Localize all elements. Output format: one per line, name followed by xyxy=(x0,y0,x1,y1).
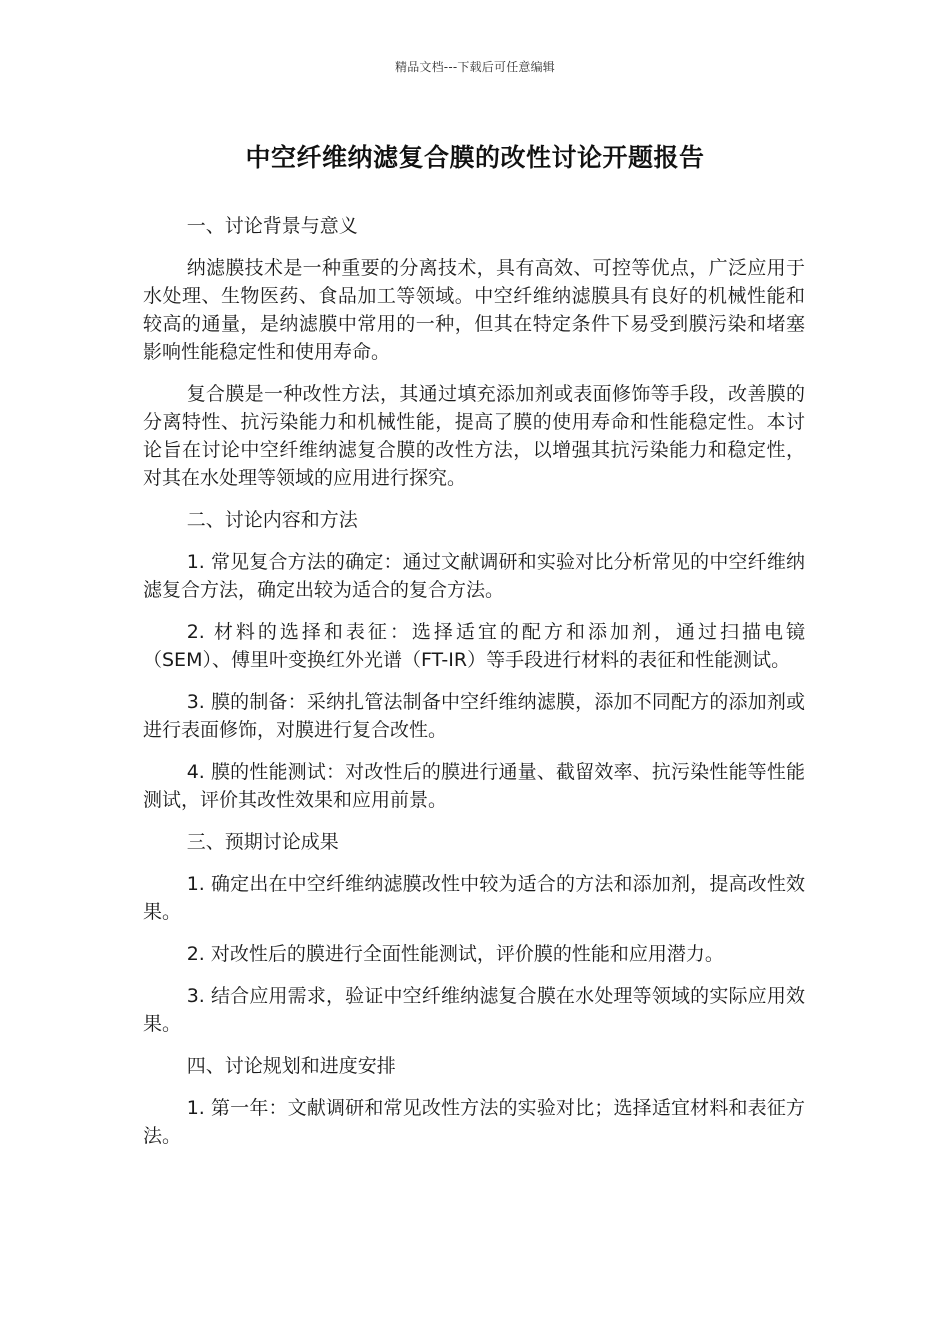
paragraph-method-4: 4. 膜的性能测试：对改性后的膜进行通量、截留效率、抗污染性能等性能测试，评价其改性效果和应用前景。 xyxy=(143,761,805,811)
paragraph-schedule-1: 1. 第一年：文献调研和常见改性方法的实验对比；选择适宜材料和表征方法。 xyxy=(143,1097,805,1147)
paragraph-nanofiltration-intro: 纳滤膜技术是一种重要的分离技术，具有高效、可控等优点，广泛应用于水处理、生物医药、食品加工等领域。中空纤维纳滤膜具有良好的机械性能和较高的通量，是纳滤膜中常用的一种，但其在特定条件下易受到膜污染和堵塞影响性能稳定性和使用寿命。 xyxy=(143,257,805,363)
section-heading-content-methods: 二、讨论内容和方法 xyxy=(186,509,358,531)
paragraph-method-3: 3. 膜的制备：采纳扎管法制备中空纤维纳滤膜，添加不同配方的添加剂或进行表面修饰，对膜进行复合改性。 xyxy=(143,691,805,741)
section-heading-schedule: 四、讨论规划和进度安排 xyxy=(186,1055,396,1077)
paragraph-result-2: 2. 对改性后的膜进行全面性能测试，评价膜的性能和应用潜力。 xyxy=(186,943,724,965)
paragraph-result-3: 3. 结合应用需求，验证中空纤维纳滤复合膜在水处理等领域的实际应用效果。 xyxy=(143,985,805,1035)
paragraph-method-1: 1. 常见复合方法的确定：通过文献调研和实验对比分析常见的中空纤维纳滤复合方法，确定出较为适合的复合方法。 xyxy=(143,551,805,601)
paragraph-composite-membrane: 复合膜是一种改性方法，其通过填充添加剂或表面修饰等手段，改善膜的分离特性、抗污染能力和机械性能，提高了膜的使用寿命和性能稳定性。本讨论旨在讨论中空纤维纳滤复合膜的改性方法，以增强其抗污染能力和稳定性，对其在水处理等领域的应用进行探究。 xyxy=(143,383,805,489)
section-heading-background: 一、讨论背景与意义 xyxy=(186,215,358,237)
document-body xyxy=(143,212,805,1164)
document-title: 中空纤维纳滤复合膜的改性讨论开题报告 xyxy=(245,143,705,172)
paragraph-method-2: 2. 材料的选择和表征：选择适宜的配方和添加剂，通过扫描电镜（SEM）、傅里叶变换红外光谱（FT-IR）等手段进行材料的表征和性能测试。 xyxy=(143,621,805,671)
paragraph-result-1: 1. 确定出在中空纤维纳滤膜改性中较为适合的方法和添加剂，提高改性效果。 xyxy=(143,873,805,923)
section-heading-expected-results: 三、预期讨论成果 xyxy=(186,831,339,853)
header-note: 精品文档---下载后可任意编辑 xyxy=(395,60,555,74)
